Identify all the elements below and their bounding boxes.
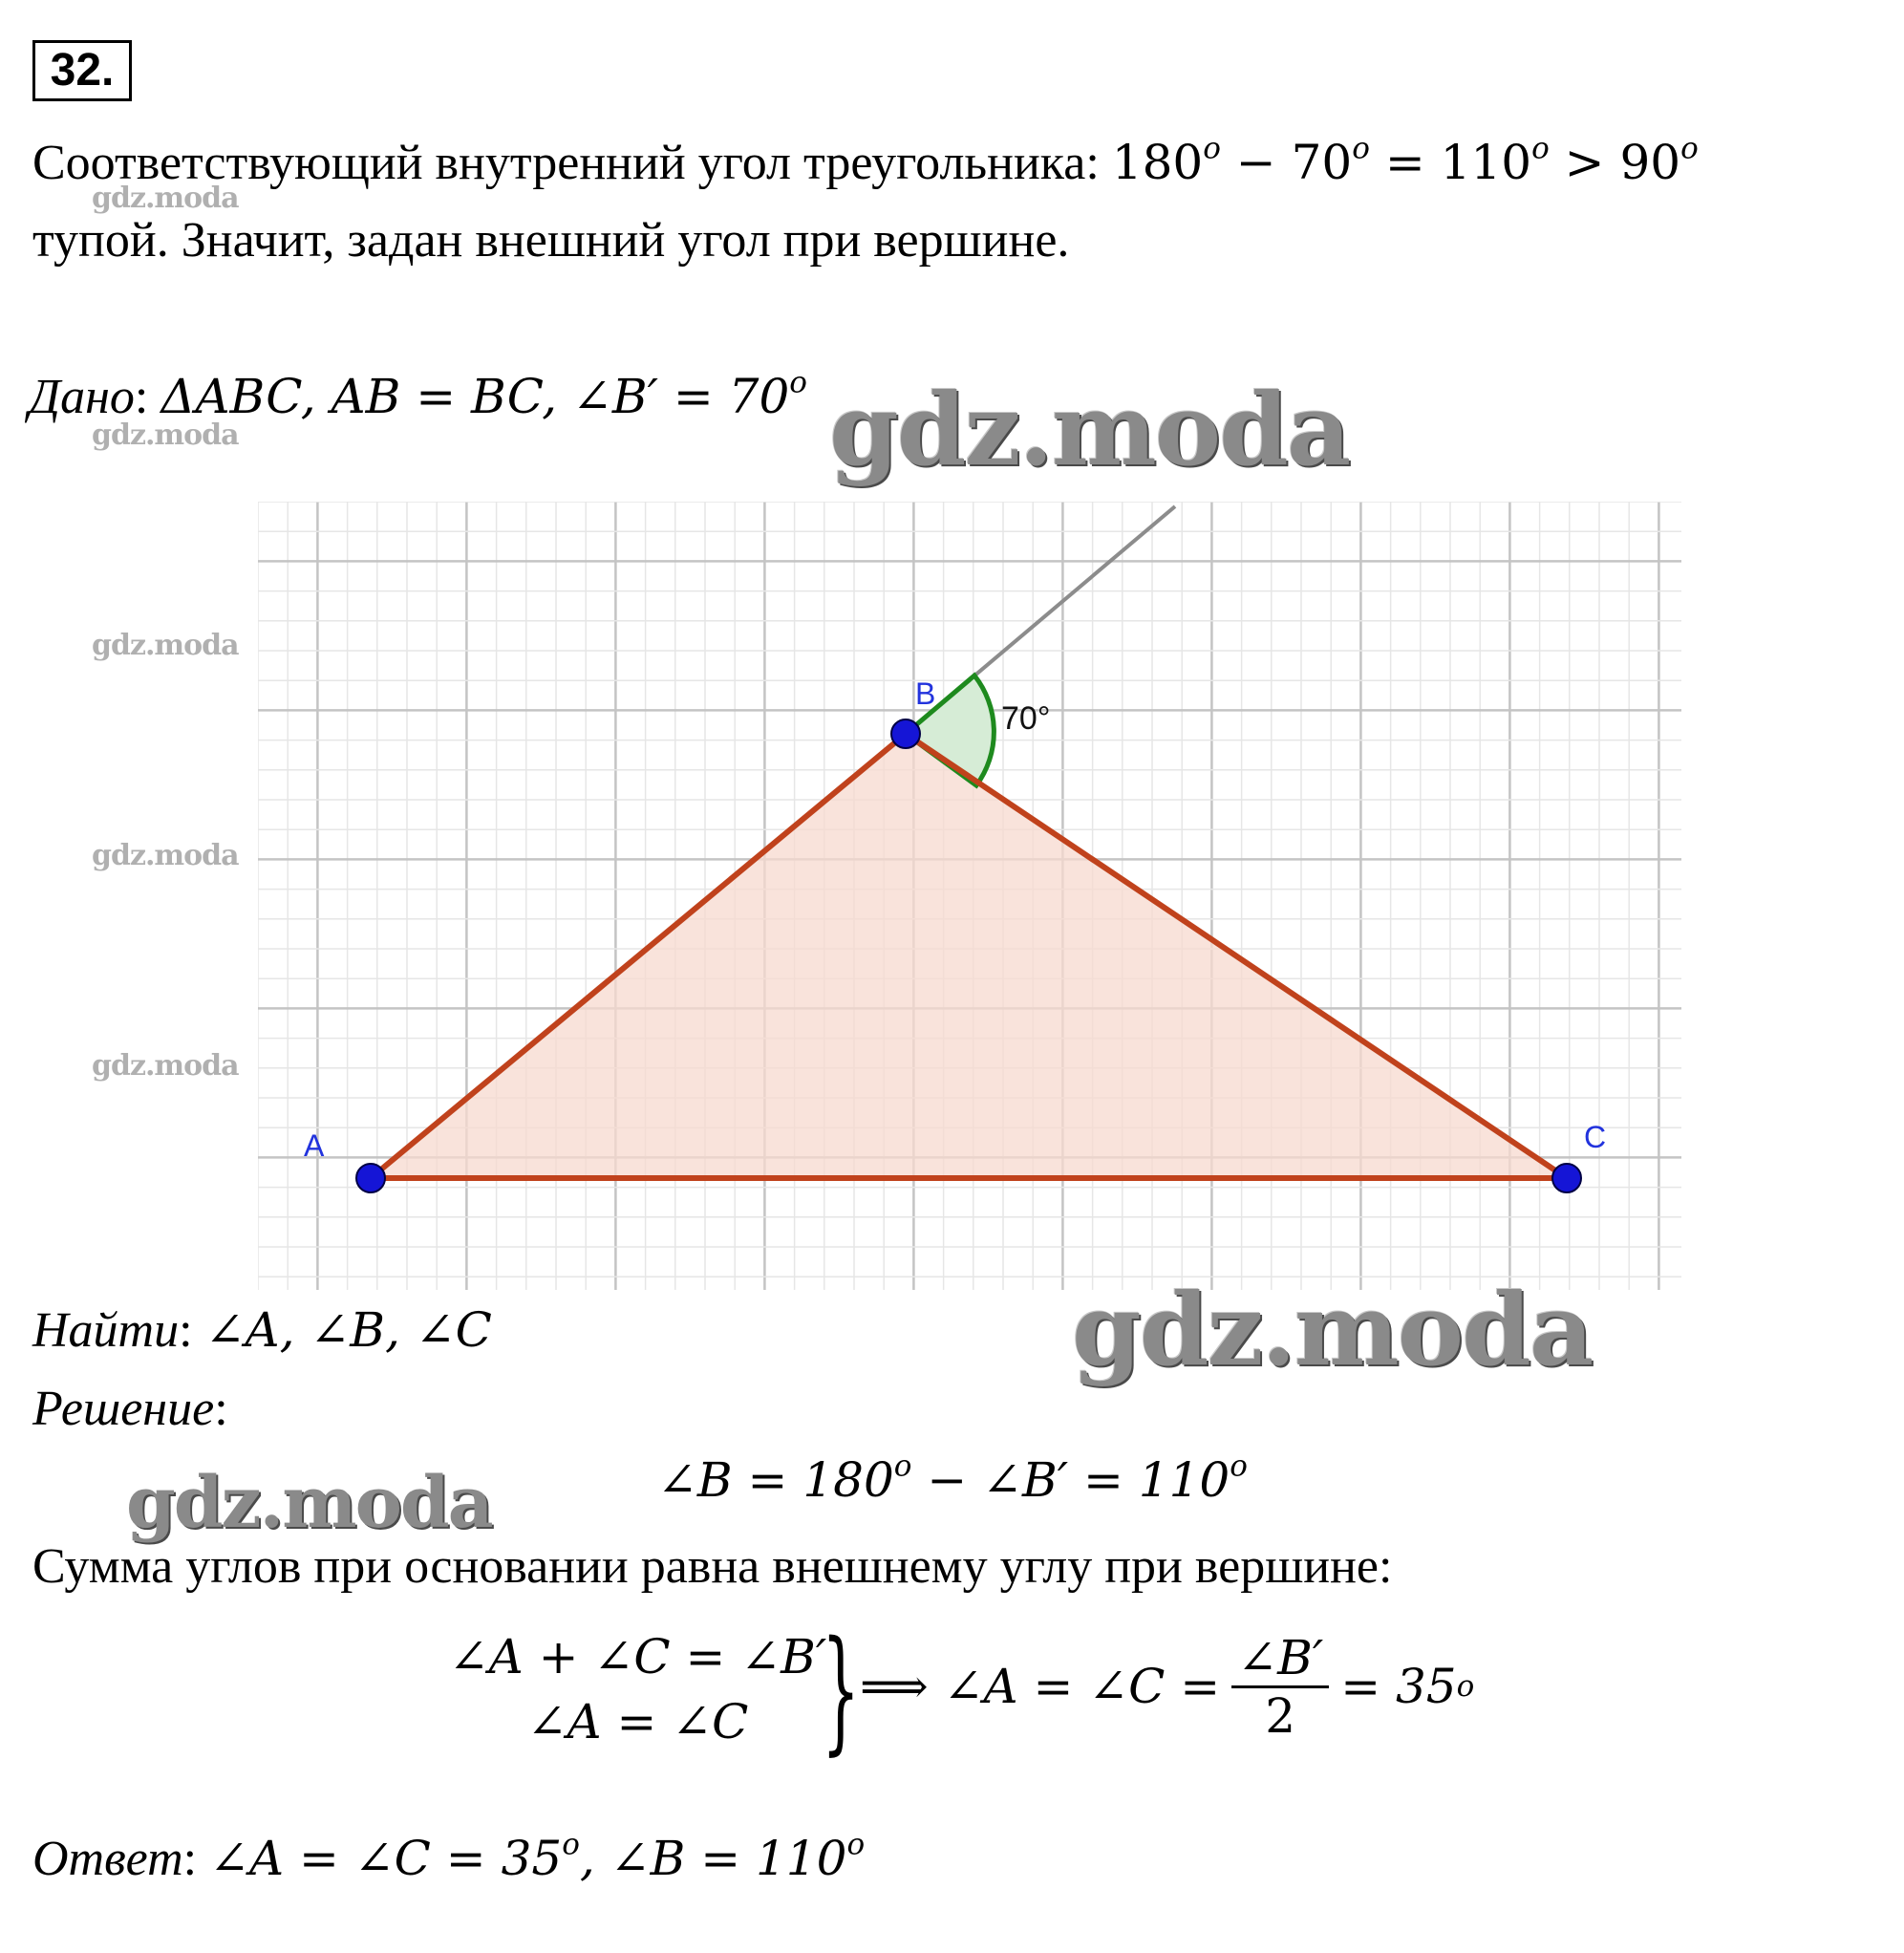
solution-label: Решение: [32,1382,228,1436]
watermark: gdz.moda [92,182,239,215]
label-a: A [304,1128,325,1163]
answer-expression: ∠A = ∠C = $35^o$, ∠B = $110^o$ [209,1827,866,1886]
given-expression: ΔABC, AB = BC, ∠B′ = $70^o$ [160,365,807,424]
watermark: gdz.moda [92,418,239,452]
find-expression: ∠A, ∠B, ∠C [204,1302,492,1358]
watermark-large: gdz.moda [829,371,1350,488]
solution-sentence: Сумма углов при основании равна внешнему углу при вершине: [32,1539,1393,1594]
triangle-figure [258,502,1681,1290]
intro-line-2: тупой. Значит, задан внешний угол при вершине. [32,213,1070,268]
given-label: Дано [29,370,135,424]
watermark: gdz.moda [92,629,239,662]
point-c [1552,1164,1581,1192]
answer-label: Ответ [32,1832,183,1886]
intro-text: Соответствующий внутренний угол треугольника: [32,136,1100,190]
system-brace: } [822,1613,861,1769]
watermark-large: gdz.moda [1072,1271,1593,1388]
point-a [356,1164,385,1192]
label-c: C [1584,1120,1607,1154]
find-line: Найти: ∠A, ∠B, ∠C [32,1302,492,1358]
watermark-medium: gdz.moda [126,1462,492,1544]
answer-line: Ответ: ∠A = ∠C = $35^o$, ∠B = $110^o$ [32,1827,866,1886]
label-b: B [915,676,936,711]
intro-line-1 [32,131,1699,192]
intro-expression: 180$^o$ − 70$^o$ = 110$^o$ > 90$^o$ [1111,131,1699,190]
problem-number: 32. [32,40,132,101]
watermark: gdz.moda [92,1049,239,1083]
solution-equation-1: ∠B = $180^o$ − ∠B′ = $110^o$ [657,1449,1248,1508]
fraction: $\frac{\angle B'}{2}$ [1231,1630,1329,1744]
point-b [891,719,920,748]
watermark: gdz.moda [92,839,239,872]
angle-label: 70° [1001,700,1051,737]
find-label: Найти [32,1303,180,1358]
system-line-2: ∠A = ∠C [526,1694,749,1749]
given-line: Дано: ΔABC, AB = BC, ∠B′ = $70^o$ [29,365,807,424]
equation-system [444,1624,831,1754]
solution-result: ⟹ ∠A = ∠C = $\frac{\angle B'}{2}$ = 35 o [860,1629,1475,1744]
system-line-1: ∠A + ∠C = ∠B′ [448,1629,827,1685]
